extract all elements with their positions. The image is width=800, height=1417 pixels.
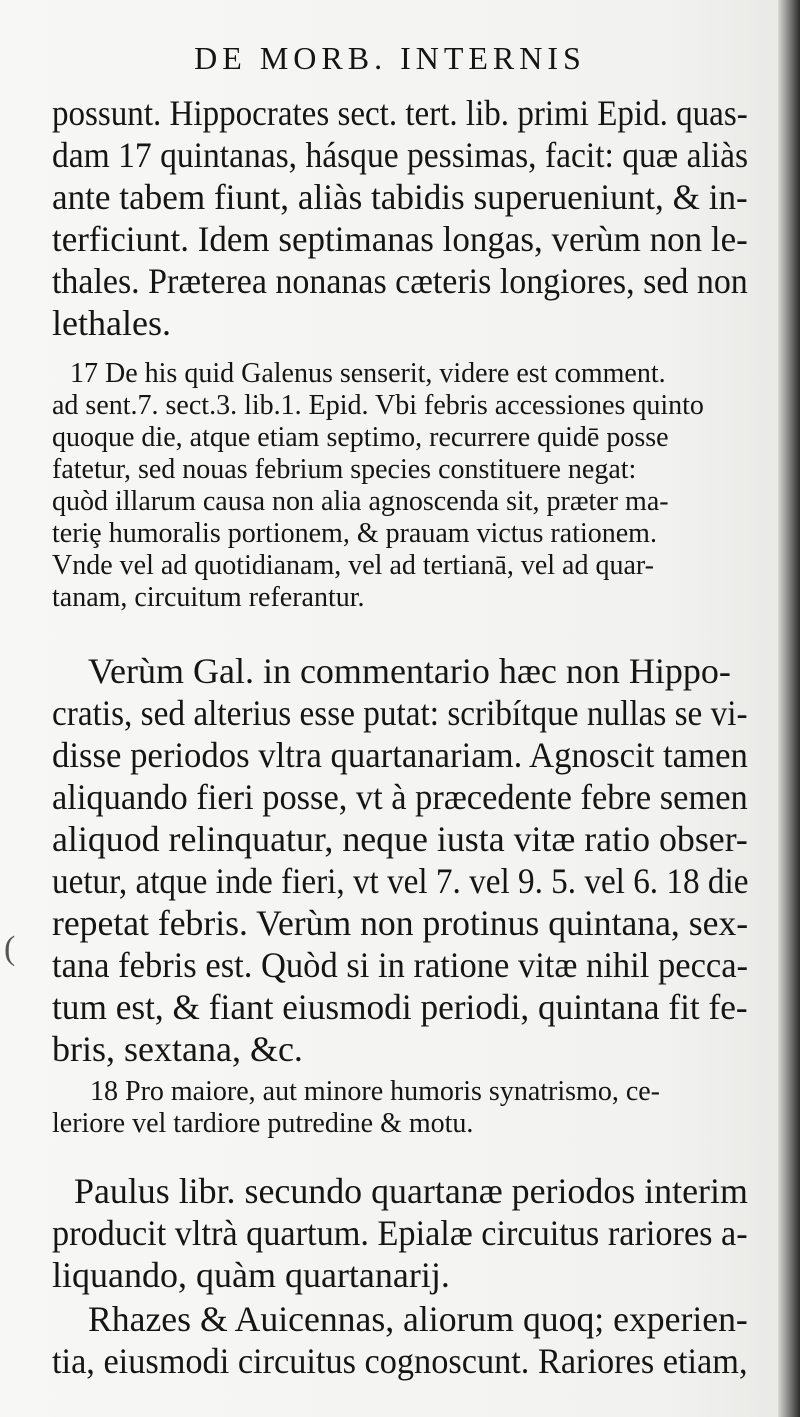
text-line: terficiunt. Idem septimanas longas, verùm non le- xyxy=(52,219,748,259)
text-line: tia, eiusmodi circuitus cognoscunt. Rariores etiam, xyxy=(52,1341,748,1381)
text-line: ante tabem fiunt, aliàs tabidis superueniunt, & in- xyxy=(52,177,748,217)
text-line: producit vltrà quartum. Epialæ circuitus rariores a- xyxy=(52,1213,748,1253)
text-line: liquando, quàm quartanarij. xyxy=(52,1255,450,1295)
text-line: uetur, atque inde fieri, vt vel 7. vel 9. 5. vel 6. 18 die xyxy=(52,861,749,901)
note-line: ad sent.7. sect.3. lib.1. Epid. Vbi febris accessiones quinto xyxy=(52,390,704,421)
margin-mark: ( xyxy=(4,930,16,967)
text-line: cratis, sed alterius esse putat: scribítque nullas se vi- xyxy=(52,693,748,733)
note-line: 18 Pro maiore, aut minore humoris synatrismo, ce- xyxy=(90,1076,660,1107)
note-line: teriȩ humoralis portionem, & prauam victus rationem. xyxy=(52,518,657,549)
text-line: tana febris est. Quòd si in ratione vitæ nihil pecca- xyxy=(52,945,749,985)
text-line: disse periodos vltra quartanariam. Agnoscit tamen xyxy=(52,735,748,775)
text-line: repetat febris. Verùm non protinus quintana, sex- xyxy=(52,903,749,943)
text-line: Verùm Gal. in commentario hæc non Hippo- xyxy=(88,651,731,691)
text-line: aliquando fieri posse, vt à præcedente febre semen xyxy=(52,777,748,817)
text-line: aliquod relinquatur, neque iusta vitæ ratio obser- xyxy=(52,819,748,859)
running-head: DE MORB. INTERNIS xyxy=(194,40,586,76)
note-line: Vnde vel ad quotidianam, vel ad tertianā, vel ad quar- xyxy=(52,550,654,581)
note-line: quoque die, atque etiam septimo, recurrere quidē posse xyxy=(52,422,669,453)
note-line: fatetur, sed nouas febrium species constituere negat: xyxy=(52,454,637,485)
text-line: tum est, & fiant eiusmodi periodi, quintana fit fe- xyxy=(52,987,748,1027)
text-line: bris, sextana, &c. xyxy=(52,1029,303,1069)
text-line: lethales. xyxy=(52,303,171,343)
text-line: Paulus libr. secundo quartanæ periodos interim xyxy=(74,1171,748,1211)
text-line: thales. Præterea nonanas cæteris longiores, sed non xyxy=(52,261,748,301)
note-line: quòd illarum causa non alia agnoscenda sit, præter ma- xyxy=(52,486,669,517)
note-line: leriore vel tardiore putredine & motu. xyxy=(52,1108,474,1139)
book-gutter xyxy=(778,0,800,1417)
note-line: tanam, circuitum referantur. xyxy=(52,582,365,613)
text-line: possunt. Hippocrates sect. tert. lib. primi Epid. quas- xyxy=(52,93,748,133)
text-line: dam 17 quintanas, hásque pessimas, facit: quæ aliàs xyxy=(52,135,749,175)
note-line: 17 De his quid Galenus senserit, videre est comment. xyxy=(70,358,666,389)
text-line: Rhazes & Auicennas, aliorum quoq; experien- xyxy=(88,1299,748,1339)
